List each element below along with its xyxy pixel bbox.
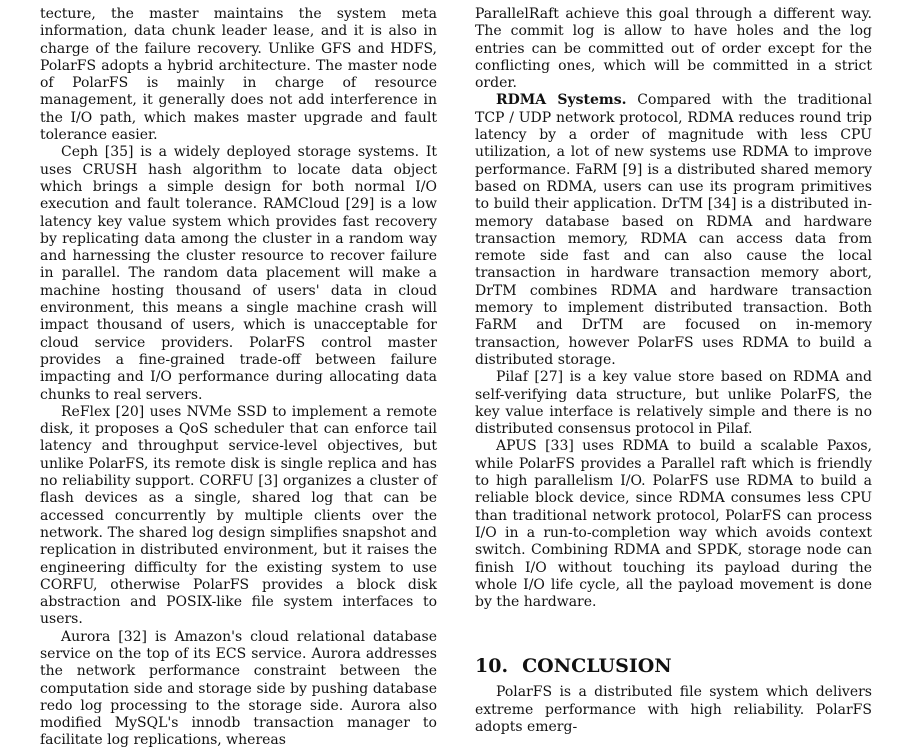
section-number: 10. <box>475 655 509 678</box>
paragraph-apus: APUS [33] uses RDMA to build a scalable Paxos, while PolarFS provides a Parallel raft which is friendly to high parallelism I/O. PolarFS use RDMA to build a reliable block device, since RDMA consumes less CPU than traditional network protocol, PolarFS can process I/O in a run-to-completion way which avoids context switch. Combining RDMA and SPDK, storage node can finish I/O without touching its payload during the whole I/O life cycle, all the payload movement is done by the hardware. <box>475 438 872 611</box>
paragraph-reflex-corfu: ReFlex [20] uses NVMe SSD to implement a remote disk, it proposes a QoS scheduler that can enforce tail latency and throughput service-level objectives, but unlike PolarFS, its remote disk is single replica and has no reliability support. CORFU [3] organizes a cluster of flash devices as a single, shared log that can be accessed concurrently by multiple clients over the network. The shared log design simplifies snapshot and replication in distributed environment, but it raises the engineering difficulty for the existing system to use CORFU, otherwise PolarFS provides a block disk abstraction and POSIX-like file system interfaces to users. <box>40 403 437 628</box>
paragraph-gfs-hdfs-continued: tecture, the master maintains the system meta information, data chunk leader lease, and it is also in charge of the failure recovery. Unlike GFS and HDFS, PolarFS adopts a hybrid architecture. The master node of PolarFS is mainly in charge of resource management, it generally does not add interference in the I/O path, which makes master upgrade and fault tolerance easier. <box>40 6 437 144</box>
paragraph-parallelraft-continued: ParallelRaft achieve this goal through a different way. The commit log is allow to have holes and the log entries can be committed out of order except for the conflicting ones, which will be committed in a strict order. <box>475 6 872 92</box>
paragraph-rdma-systems <box>475 92 872 369</box>
paragraph-pilaf: Pilaf [27] is a key value store based on RDMA and self-verifying data structure, but unlike PolarFS, the key value interface is relatively simple and there is no distributed consensus protocol in Pilaf. <box>475 369 872 438</box>
section-title: CONCLUSION <box>522 655 672 678</box>
section-heading-conclusion <box>475 654 872 678</box>
paragraph-conclusion: PolarFS is a distributed file system which delivers extreme performance with high reliability. PolarFS adopts emerg- <box>475 684 872 735</box>
paragraph-aurora: Aurora [32] is Amazon's cloud relational database service on the top of its ECS service. Aurora addresses the network performance constraint between the computation side and storage side by pushing database redo log processing to the storage side. Aurora also modified MySQL's innodb transaction manager to facilitate log replications, whereas <box>40 628 437 749</box>
rdma-systems-text: Compared with the traditional TCP / UDP network protocol, RDMA reduces round trip latency by a order of magnitude with less CPU utilization, a lot of new systems use RDMA to improve performance. FaRM [9] is a distributed shared memory based on RDMA, users can use its program primitives to build their application. DrTM [34] is a distributed in-memory database based on RDMA and hardware transaction memory, RDMA can access data from remote side fast and can also cause the local transaction in hardware transaction memory abort, DrTM combines RDMA and hardware transaction memory to implement distributed transaction. Both FaRM and DrTM are focused on in-memory transaction, however PolarFS uses RDMA to build a distributed storage. <box>475 92 872 368</box>
paragraph-ceph-ramcloud: Ceph [35] is a widely deployed storage systems. It uses CRUSH hash algorithm to locate data object which brings a simple design for both normal I/O execution and fault tolerance. RAMCloud [29] is a low latency key value system which provides fast recovery by replicating data among the cluster in a random way and harnessing the cluster resource to recover failure in parallel. The random data placement will make a machine hosting thousand of users' data in cloud environment, this means a single machine crash will impact thousand of users, which is unacceptable for cloud service providers. PolarFS control master provides a fine-grained trade-off between failure impacting and I/O performance during allocating data chunks to real servers. <box>40 144 437 403</box>
runin-heading-rdma: RDMA Systems. <box>496 92 627 109</box>
left-column <box>40 6 437 750</box>
right-column <box>475 6 872 736</box>
